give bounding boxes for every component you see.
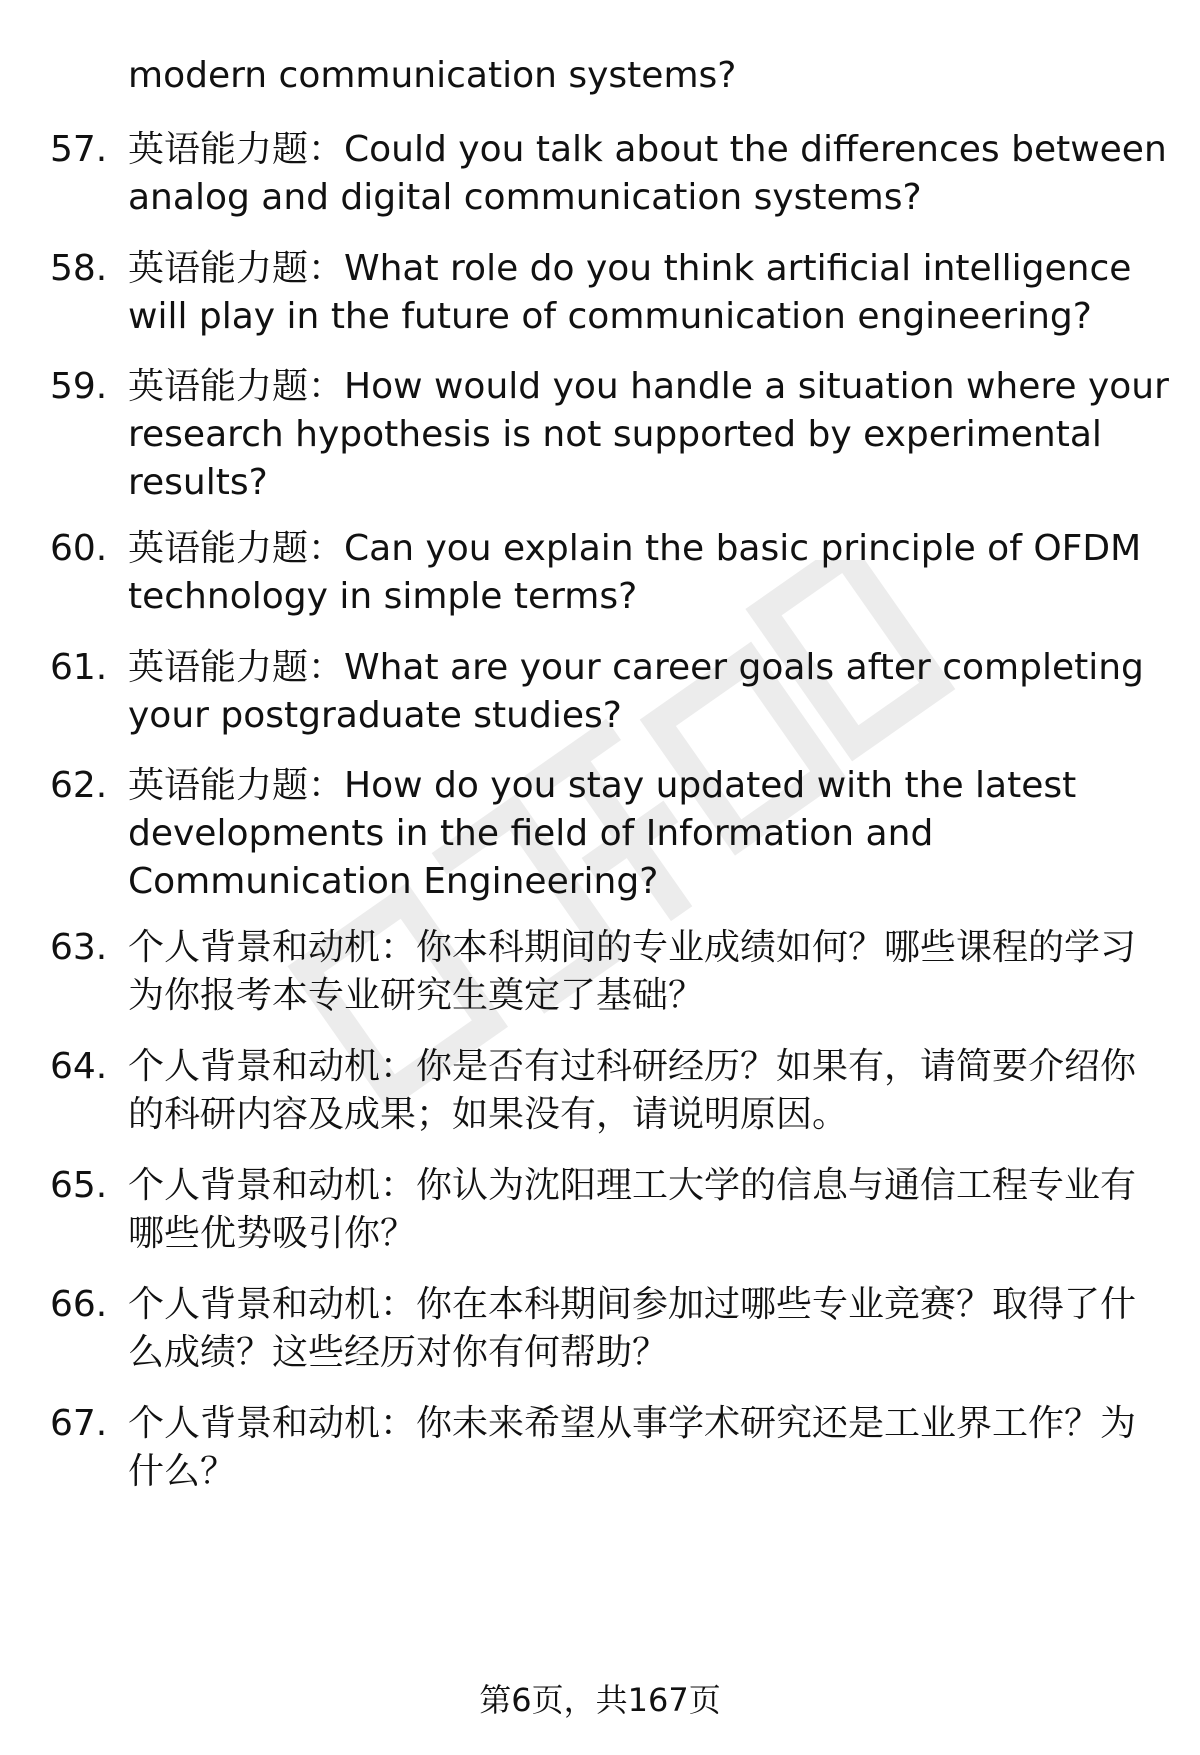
question-line: 个人背景和动机：你在本科期间参加过哪些专业竞赛？取得了什 [128, 1284, 1137, 1325]
question-number: 61. [50, 647, 108, 688]
question-line: 英语能力题：Can you explain the basic principle of OFDM [128, 528, 1142, 569]
question-number: 65. [50, 1165, 108, 1206]
question-number: 57. [50, 129, 108, 170]
question-line: 个人背景和动机：你未来希望从事学术研究还是工业界工作？为 [128, 1403, 1137, 1444]
question-line: developments in the field of Information and [128, 813, 934, 854]
question-line: 英语能力题：How would you handle a situation where your [128, 366, 1169, 407]
question-text [128, 1162, 1148, 1258]
page-footer: 第6页，共167页 [479, 1681, 721, 1719]
question-line: Communication Engineering? [128, 861, 659, 902]
question-line: your postgraduate studies? [128, 695, 622, 736]
question-line: 哪些优势吸引你？ [128, 1213, 417, 1254]
question-text [128, 363, 1169, 507]
question-text [128, 1400, 1148, 1496]
question-line: 英语能力题：Could you talk about the differences between [128, 129, 1167, 170]
question-line: will play in the future of communication engineering? [128, 296, 1092, 337]
question-number: 59. [50, 366, 108, 407]
question-line: 个人背景和动机：你认为沈阳理工大学的信息与通信工程专业有 [128, 1165, 1137, 1206]
question-text [128, 762, 1148, 906]
question-number: 62. [50, 765, 108, 806]
question-number: 60. [50, 528, 108, 569]
question-number: 66. [50, 1284, 108, 1325]
question-line: 什么？ [128, 1451, 237, 1492]
question-line: technology in simple terms? [128, 576, 638, 617]
question-line: 个人背景和动机：你是否有过科研经历？如果有，请简要介绍你 [128, 1046, 1137, 1087]
question-text [128, 924, 1148, 1020]
question-line: 个人背景和动机：你本科期间的专业成绩如何？哪些课程的学习 [128, 927, 1137, 968]
question-line: 为你报考本专业研究生奠定了基础？ [128, 975, 705, 1016]
question-line: 英语能力题：How do you stay updated with the latest [128, 765, 1077, 806]
question-text [128, 126, 1167, 222]
question-number: 58. [50, 248, 108, 289]
question-line: 英语能力题：What are your career goals after completing [128, 647, 1144, 688]
question-number: 63. [50, 927, 108, 968]
question-text [128, 525, 1148, 621]
question-line: analog and digital communication systems? [128, 177, 922, 218]
question-number: 67. [50, 1403, 108, 1444]
question-text [128, 245, 1148, 341]
question-line: research hypothesis is not supported by experimental [128, 414, 1102, 455]
continuation-line: modern communication systems? [128, 55, 737, 96]
question-line: 英语能力题：What role do you think artificial intelligence [128, 248, 1132, 289]
question-line: 的科研内容及成果；如果没有，请说明原因。 [128, 1094, 849, 1135]
question-text [128, 1281, 1148, 1377]
question-number: 64. [50, 1046, 108, 1087]
question-line: results? [128, 462, 268, 503]
question-text [128, 1043, 1148, 1139]
question-text [128, 644, 1148, 740]
question-line: 么成绩？这些经历对你有何帮助？ [128, 1332, 669, 1373]
